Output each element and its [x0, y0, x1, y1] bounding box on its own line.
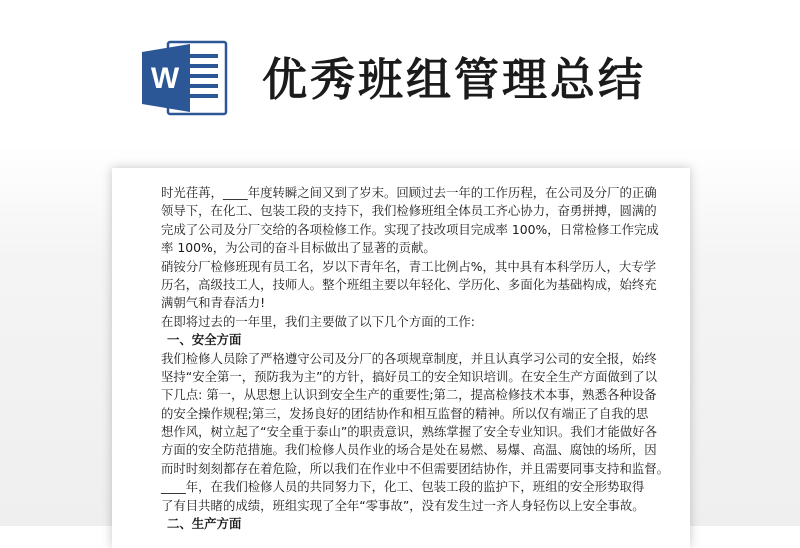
paragraph-line: 时光荏苒，____年度转瞬之间又到了岁末。回顾过去一年的工作历程，在公司及分厂的正确	[161, 185, 657, 200]
section-heading-safety: 一、安全方面	[167, 332, 242, 348]
paragraph-line: 领导下，在化工、包装工段的支持下，我们检修班组全体员工齐心协力，奋勇拼搏，圆满的	[161, 203, 657, 219]
section-heading-production: 二、生产方面	[167, 516, 242, 532]
word-document-icon	[138, 40, 230, 116]
document-body	[161, 184, 670, 533]
paragraph-line: ____年，在我们检修人员的共同努力下，化工、包装工段的监护下，班组的安全形势取得	[161, 479, 645, 495]
paragraph-line: 想作风，树立起了“安全重于泰山”的职责意识，熟练掌握了安全专业知识。我们才能做好各	[161, 424, 658, 440]
paragraph-line: 的安全操作规程;第三，发扬良好的团结协作和相互监督的精神。所以仅有端正了自我的思	[161, 405, 649, 421]
paragraph-line: 我们检修人员除了严格遵守公司及分厂的各项规章制度，并且认真学习公司的安全报，始终	[161, 350, 657, 366]
paragraph-line: 完成了公司及分厂交给的各项检修工作。实现了技改项目完成率 100%，日常检修工作完成	[161, 221, 659, 237]
paragraph-line: 在即将过去的一年里，我们主要做了以下几个方面的工作:	[161, 313, 475, 329]
paragraph-line: 满朝气和青春活力!	[161, 295, 266, 311]
paragraph-line: 下几点: 第一，从思想上认识到安全生产的重要性;第二，提高检修技术本事，熟悉各种设备	[161, 387, 657, 403]
paragraph-line: 方面的安全防范措施。我们检修人员作业的场合是处在易燃、易爆、高温、腐蚀的场所，因	[161, 442, 657, 458]
paragraph-line: 历名，高级技工人，技师人。整个班组主要以年轻化、学历化、多面化为基础构成，始终充	[161, 276, 657, 292]
document-title: 优秀班组管理总结	[262, 53, 647, 106]
paragraph-line: 硝铵分厂检修班现有员工名，岁以下青年名，青工比例占%，其中具有本科学历人，大专学	[161, 258, 657, 274]
paragraph-line: 了有目共睹的成绩，班组实现了全年“零事故”，没有发生过一齐人身轻伤以上安全事故。	[161, 497, 645, 513]
paragraph-line: 而时时刻刻都存在着危险，所以我们在作业中不但需要团结协作，并且需要同事支持和监督。	[161, 460, 670, 476]
document-page	[112, 168, 690, 548]
paragraph-line: 坚持“安全第一，预防我为主”的方针，搞好员工的安全知识培训。在安全生产方面做到了以	[161, 368, 658, 384]
paragraph-line: 率 100%，为公司的奋斗目标做出了显著的贡献。	[161, 240, 436, 256]
svg-text:W: W	[150, 62, 180, 95]
